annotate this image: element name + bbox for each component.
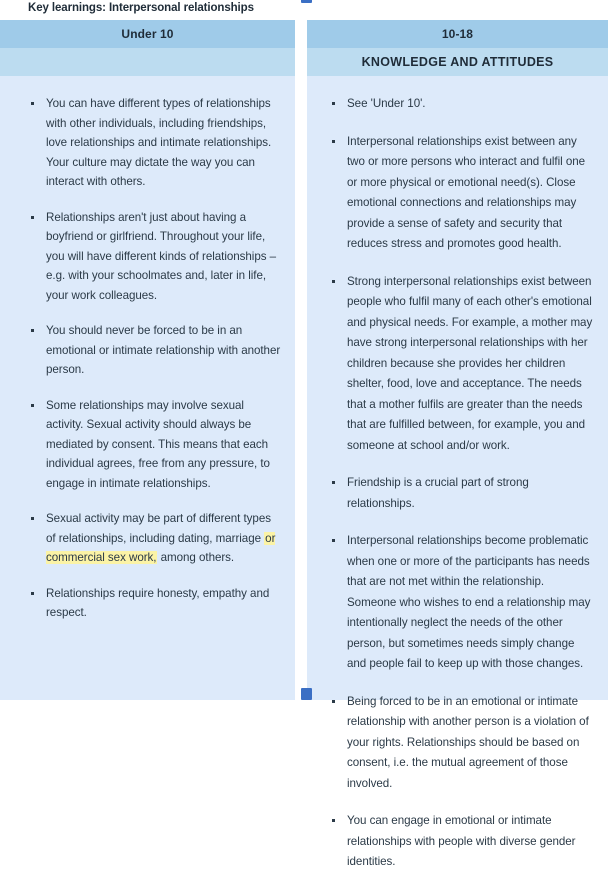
list-item [24,509,281,568]
list-item [24,584,281,623]
list-item-text: Interpersonal relationships become problematic when one or more of the participants has needs that are not met within the relationship. Someone who wishes to end a relationship may intentionally neglect the needs of the other person, but sometimes needs simply change and people fail to keep up with those changes. [347,534,591,670]
list-item [24,208,281,306]
column-header-under-10 [0,20,295,48]
list-item-text: Friendship is a crucial part of strong relationships. [347,476,529,510]
list-item [325,692,596,795]
list-item-text: Relationships require honesty, empathy and respect. [46,586,270,619]
page-right-margin [608,20,615,700]
column-body-10-18 [307,76,608,868]
list-item-text: You should never be forced to be in an emotional or intimate relationship with another person. [46,324,281,376]
column-subheader-label: KNOWLEDGE AND ATTITUDES [361,55,554,69]
scroll-marker-top-icon [301,0,312,3]
column-header-label: 10-18 [441,27,474,41]
list-item [325,132,596,255]
column-body-under-10 [0,76,295,700]
column-subheader-10-18 [307,48,608,76]
list-item [24,396,281,494]
list-item-text: Some relationships may involve sexual activity. Sexual activity should always be mediated by consent. This means that each individual agrees, free from any pressure, to engage in intimate relationships. [46,398,270,490]
list-item-text: among others. [157,551,235,564]
document-title-bar [0,0,615,20]
column-subheader-label [0,48,295,76]
list-item-text: Interpersonal relationships exist between any two or more persons who interact and fulfil one or more physical or emotional need(s). Close emotional connections and relationships may provide a sense of safety and security that reduces stress and promotes good health. [347,134,586,250]
list-item-text: Sexual activity may be part of different types of relationships, including dating, marriage [46,512,271,545]
list-item [325,473,596,514]
list-item-text: You can engage in emotional or intimate relationships with people with diverse gender identities. [347,814,576,868]
column-subheader-under-10 [0,48,295,76]
list-item-text: You can have different types of relationships with other individuals, including friendships, love relationships and intimate relationships. Your culture may dictate the way you can interact with others. [46,97,272,188]
list-item [24,94,281,192]
column-header-10-18 [307,20,608,48]
page-title: Key learnings: Interpersonal relationships [28,2,254,14]
table-column-10-18 [307,20,608,868]
key-learnings-table [0,20,615,868]
list-item [325,272,596,457]
scroll-marker-bottom-icon [301,688,312,700]
highlighted-text: or commercial sex work, [46,531,276,564]
table-column-under-10 [0,20,295,700]
list-item [325,811,596,873]
list-item [325,531,596,675]
list-item [325,94,596,115]
list-item-text: Strong interpersonal relationships exist between people who fulfil many of each other's emotional and physical needs. For example, a mother may have strong interpersonal relationships with her children because she provides her children shelter, food, love and acceptance. The needs that a mother fulfils are greater than the needs that are fulfilled between, for example, you and someone at school and/or work. [347,274,593,452]
column-header-label: Under 10 [121,27,174,41]
list-item-text: Relationships aren't just about having a boyfriend or girlfriend. Throughout your life, you will have different kinds of relationships – e.g. with your schoolmates and, later in life, your work colleagues. [46,210,277,302]
list-item-text: Being forced to be in an emotional or intimate relationship with another person is a violation of your rights. Relationships should be based on consent, i.e. the mutual agreement of those involved. [347,694,589,790]
list-item-text: See 'Under 10'. [347,97,426,110]
list-item [24,321,281,380]
bullet-list-10-18 [325,94,596,873]
bullet-list-under-10 [24,94,281,623]
